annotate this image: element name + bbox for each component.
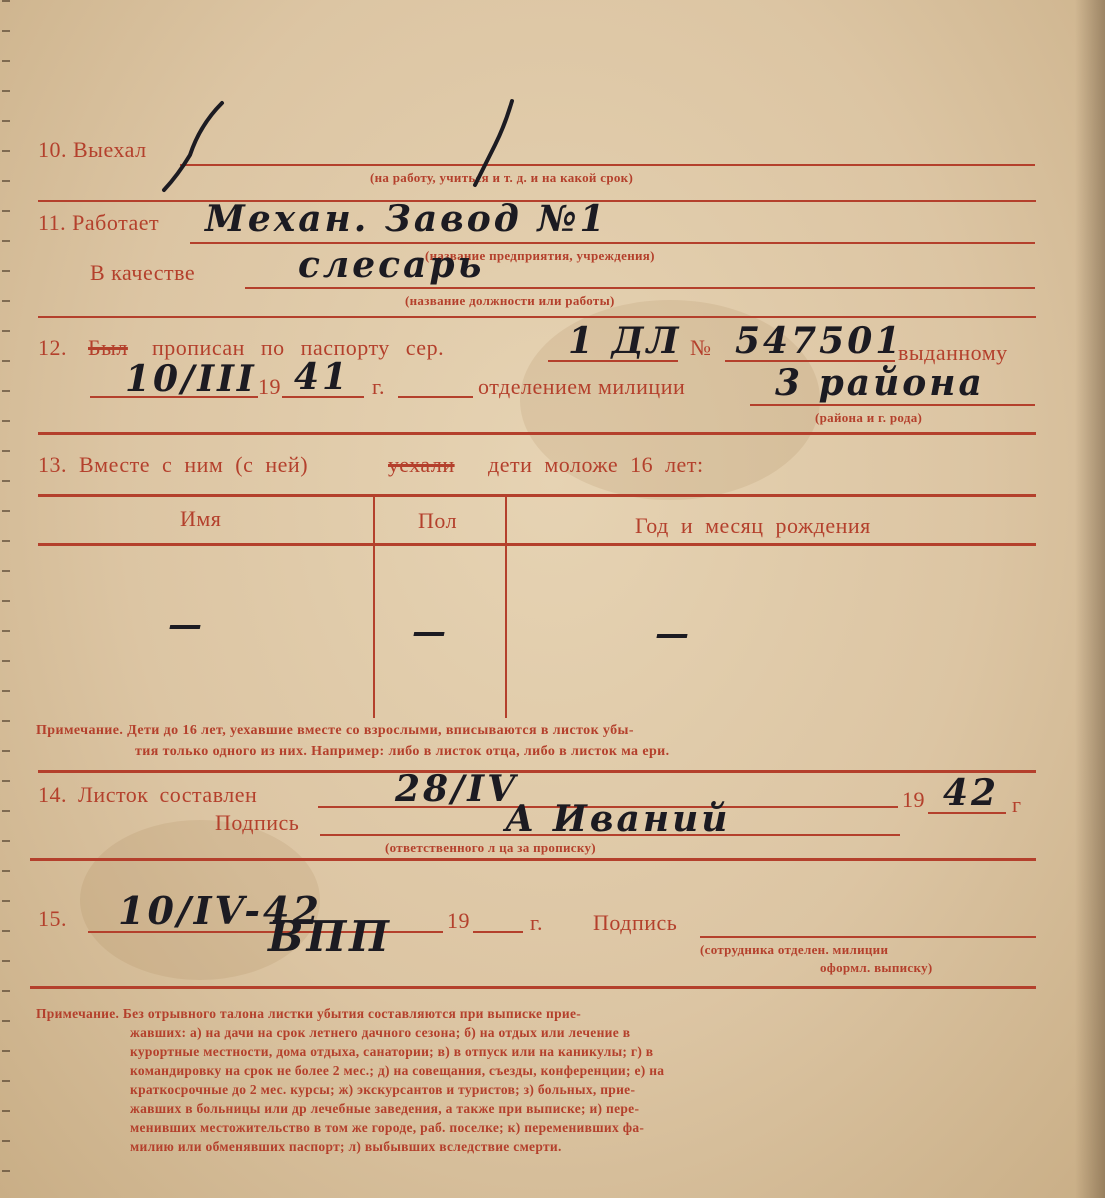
children-table-divider: [373, 496, 375, 718]
field-11-value: Механ. Завод №1: [205, 198, 608, 240]
field-14-year-g: г: [1012, 792, 1022, 817]
field-12-date: 10/III: [125, 358, 257, 400]
children-table-top: [38, 494, 1036, 497]
field-14-label: 14. Листок составлен: [38, 782, 258, 807]
field-15-sign-hint1: (сотрудника отделен. милиции: [700, 942, 889, 957]
field-15-stamp-ink: ВПП: [268, 912, 392, 961]
bottom-note-line: командировку на срок не более 2 мес.; д) на совещания, съезды, конференции; е) на: [130, 1063, 665, 1078]
field-12-struck-word: Был: [88, 335, 128, 360]
children-col-sex: Пол: [418, 508, 458, 533]
children-cell-birth: —: [655, 614, 689, 654]
children-note-line1: Примечание. Дети до 16 лет, уехавшие вместе со взрослыми, вписываются в листок убы-: [36, 723, 634, 738]
field-11-role-line: [245, 287, 1035, 289]
field-15-year-line: [473, 931, 523, 933]
field-13-struck-word: уехали: [388, 452, 455, 477]
section-divider: [38, 432, 1036, 435]
field-14-sign-hint: (ответственного л ца за прописку): [385, 840, 596, 855]
field-11-hint: (название предприятия, учреждения): [425, 248, 655, 263]
field-15-label: 15.: [38, 906, 67, 931]
field-13-label-b: дети моложе 16 лет:: [488, 452, 704, 477]
field-14-date: 28/IV: [395, 768, 519, 810]
children-cell-sex: —: [412, 612, 446, 652]
field-11-role-hint: (название должности или работы): [405, 293, 615, 308]
field-12-number-sign: №: [690, 335, 712, 360]
children-table-divider: [505, 496, 507, 718]
children-table-header-line: [38, 543, 1036, 546]
field-12-gap-line: [398, 396, 473, 398]
bottom-note-line: менивших местожительство в том же городе, раб. поселке; к) переменивших фа-: [130, 1120, 645, 1135]
field-12-year-g: г.: [372, 374, 386, 399]
field-12-number: 12.: [38, 335, 67, 360]
field-12-police-line: [750, 404, 1035, 406]
field-11-role-value: слесарь: [298, 244, 485, 286]
field-11-label: 11. Работает: [38, 210, 160, 235]
children-col-birth: Год и месяц рождения: [635, 513, 871, 538]
bottom-note-line: краткосрочные до 2 мес. курсы; ж) экскурсантов и туристов; з) больных, прие-: [130, 1082, 636, 1097]
field-15-sign-hint2: оформл. выписку): [820, 960, 933, 975]
bottom-note-line: жавших: а) на дачи на срок летнего дачного сезона; б) на отдых или лечение в: [130, 1025, 631, 1040]
section-divider: [38, 316, 1036, 318]
children-col-name: Имя: [180, 506, 222, 531]
field-10-hint: (на работу, учиться и т. д. и на какой срок): [370, 170, 634, 185]
field-14-year-prefix: 19: [902, 787, 925, 812]
field-12-police-hint: (района и г. рода): [815, 410, 923, 425]
field-10-ink-strokes: [150, 95, 530, 205]
field-12-passport-number: 547501: [735, 320, 904, 362]
bottom-note-line: курортные местности, дома отдыха, санатории; в) в отпуск или на каникулы; г) в: [130, 1044, 654, 1059]
field-12-issued: выданному: [898, 340, 1008, 365]
section-divider: [38, 770, 1036, 773]
field-15-year-prefix: 19: [447, 908, 470, 933]
field-15-year-g: г.: [530, 910, 544, 935]
bottom-note-line: Примечание. Без отрывного талона листки убытия составляются при выписке прие-: [36, 1006, 582, 1021]
field-14-sign-label: Подпись: [215, 810, 300, 835]
field-12-police-value: 3 района: [775, 362, 985, 404]
bottom-note-line: милию или обменявших паспорт; л) выбывших вследствие смерти.: [130, 1139, 562, 1154]
field-15-sign-line: [700, 936, 1036, 938]
field-13-label-a: 13. Вместе с ним (с ней): [38, 452, 309, 477]
field-15-date: 10/IV-42: [118, 888, 322, 933]
perforated-edge: [2, 0, 10, 1198]
children-cell-name: —: [168, 605, 202, 645]
field-10-label: 10. Выехал: [38, 137, 147, 162]
bottom-note-line: жавших в больницы или др лечебные заведения, а также при выписке; и) пере-: [130, 1101, 640, 1116]
field-12-label: прописан по паспорту сер.: [152, 335, 445, 360]
section-divider: [30, 986, 1036, 989]
children-note-line2: тия только одного из них. Например: либо в листок отца, либо в листок ма ери.: [135, 744, 670, 759]
field-12-year: 41: [294, 356, 351, 398]
field-12-police-label: отделением милиции: [478, 374, 686, 399]
field-14-year: 42: [943, 772, 1000, 814]
field-15-sign-label: Подпись: [593, 910, 678, 935]
field-14-signature: А Иваний: [505, 798, 731, 840]
section-divider: [30, 858, 1036, 861]
field-12-series: 1 ДЛ: [568, 320, 682, 362]
paper-edge-shadow: [1075, 0, 1105, 1198]
field-12-year-prefix: 19: [258, 374, 281, 399]
field-11-role-label: В качестве: [90, 260, 196, 285]
